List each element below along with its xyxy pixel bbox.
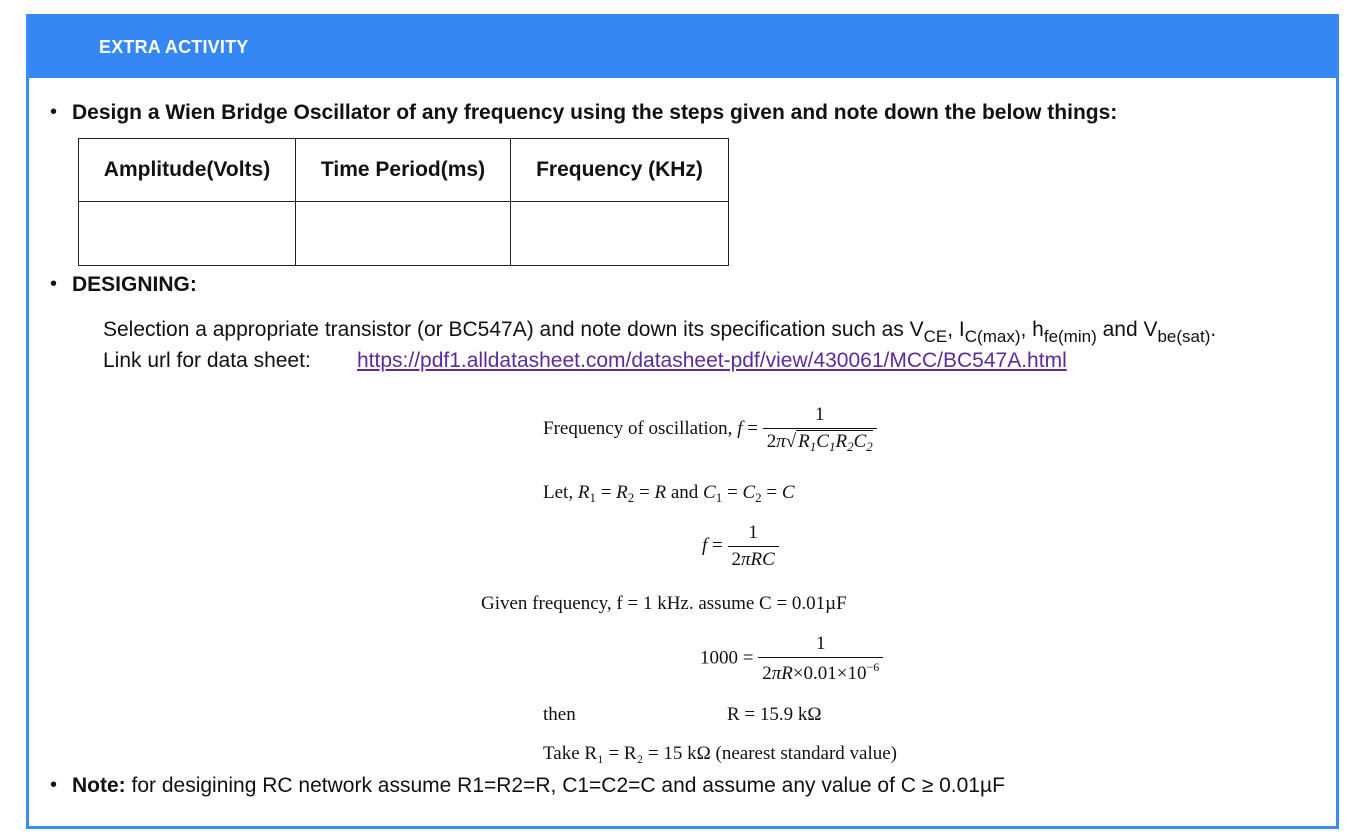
let-prefix: Let, bbox=[543, 482, 574, 503]
measurement-table bbox=[78, 138, 729, 266]
card-title: EXTRA ACTIVITY bbox=[99, 37, 249, 57]
spec-sep: and V bbox=[1096, 318, 1158, 341]
sub-vbe: be(sat) bbox=[1157, 327, 1211, 346]
link-label: Link url for data sheet: bbox=[103, 349, 311, 372]
bullet-note bbox=[52, 774, 1005, 798]
freq-fraction: $\frac{1}{2\pi√ R_1C_1R_2C_2}$ bbox=[763, 404, 877, 455]
sub-vce: CE bbox=[923, 327, 948, 346]
design-task-text: Design a Wien Bridge Oscillator of any frequency using the steps given and note down the below things: bbox=[72, 101, 1118, 124]
datasheet-link-line bbox=[103, 349, 1067, 373]
frequency-formula: Frequency of oscillation, f = $\frac{1}{2\pi√ R_1C_1R_2C_2}$ bbox=[543, 404, 877, 455]
cell-frequency[interactable] bbox=[511, 202, 729, 266]
datasheet-link[interactable]: https://pdf1.alldatasheet.com/datasheet-pdf/view/430061/MCC/BC547A.html bbox=[357, 349, 1067, 372]
then-label: then bbox=[543, 704, 576, 725]
spec-text: Selection a appropriate transistor (or BC547A) and note down its specification such as V bbox=[103, 318, 924, 341]
header-frequency: Frequency (KHz) bbox=[511, 139, 729, 202]
take-line: Take R₁ = R₂ = 15 kΩ (nearest standard value) bbox=[543, 743, 898, 764]
bullet-dot-icon: • bbox=[50, 273, 58, 295]
spec-end: . bbox=[1210, 318, 1217, 341]
table-row bbox=[79, 202, 729, 266]
spec-sep: , h bbox=[1020, 318, 1044, 341]
spec-sep: , I bbox=[947, 318, 965, 341]
bullet-dot-icon: • bbox=[50, 774, 58, 796]
note-label: Note: bbox=[72, 774, 126, 797]
bullet-dot-icon: • bbox=[50, 101, 58, 123]
cell-time-period[interactable] bbox=[296, 202, 511, 266]
table-header-row bbox=[79, 139, 729, 202]
bullet-designing bbox=[52, 273, 197, 297]
header-time-period: Time Period(ms) bbox=[296, 139, 511, 202]
let-line: Let, $R_1 = R_2 = R$ and $C_1 = C_2 = C$ bbox=[543, 482, 795, 505]
sub-hfe: fe(min) bbox=[1043, 327, 1097, 346]
sub-ic: C(max) bbox=[964, 327, 1021, 346]
card-header bbox=[29, 14, 1336, 78]
note-text: for desigining RC network assume R1=R2=R, C1=C2=C and assume any value of C ≥ 0.01µF bbox=[125, 774, 1005, 797]
designing-heading: DESIGNING: bbox=[72, 273, 197, 296]
given-line: Given frequency, f = 1 kHz. assume C = 0.01µF bbox=[481, 593, 847, 614]
spec-line bbox=[103, 318, 1216, 347]
r-result: R = 15.9 kΩ bbox=[727, 704, 822, 725]
header-amplitude: Amplitude(Volts) bbox=[79, 139, 296, 202]
cell-amplitude[interactable] bbox=[79, 202, 296, 266]
simplified-formula: f = $\frac{1}{\text{2πRC}}$ bbox=[702, 522, 779, 571]
freq-label: Frequency of oscillation, bbox=[543, 417, 733, 439]
substitution-formula: 1000 = $\frac{1}{2\pi R\times 0.01\times 10^{-6}}$ bbox=[700, 633, 883, 685]
bullet-design-task bbox=[52, 101, 1117, 125]
